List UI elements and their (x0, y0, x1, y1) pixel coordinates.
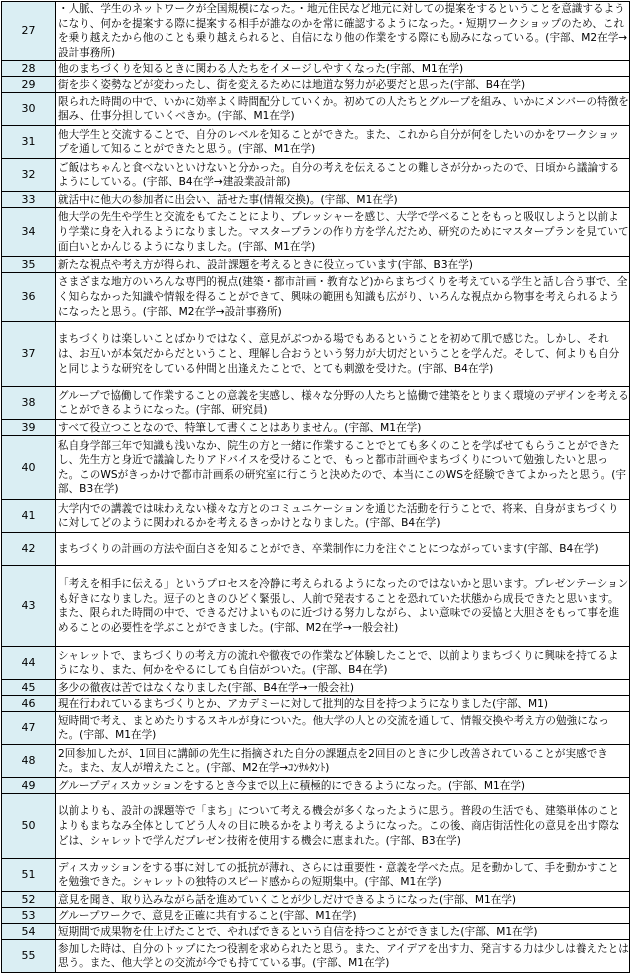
row-number: 39 (2, 420, 56, 436)
row-number: 35 (2, 257, 56, 273)
comment-text: 他大学生と交流することで、自分のレベルを知ることができた。また、これから自分が何をしたいのかをワークショップを通して知ることができたと思う。(宇部、M1在学) (56, 126, 630, 159)
row-number: 42 (2, 533, 56, 566)
row-number: 40 (2, 436, 56, 500)
table-row (2, 647, 630, 680)
row-number: 37 (2, 322, 56, 387)
row-number: 53 (2, 908, 56, 924)
comment-text: 私自身学部三年で知識も浅いなか、院生の方と一緒に作業することでとても多くのことを学ばせてもらうことができたし、先生方と身近で議論したりアドバイスを受けることで、もっと都市計画やまちづくりについて勉強したいと思った。このWSがきっかけで都市計画系の研究室に行こうと決めたので、本当にこのWSを経験できてよかったと思う。(宇部、B3在学) (56, 436, 630, 500)
row-number: 50 (2, 794, 56, 859)
comment-text: まちづくりの計画の方法や面白さを知ることができ、卒業制作に力を注ぐことにつながっています(宇部、B4在学) (56, 533, 630, 566)
comments-table-body (2, 2, 630, 973)
table-row (2, 61, 630, 77)
table-row (2, 940, 630, 973)
table-row (2, 77, 630, 93)
table-row (2, 208, 630, 257)
row-number: 48 (2, 745, 56, 778)
table-row (2, 322, 630, 387)
table-row (2, 778, 630, 794)
table-row (2, 436, 630, 500)
comment-text: 短期間で成果物を仕上げたことで、やればできるという自信を持つことができました(宇部、M1在学) (56, 924, 630, 940)
table-row (2, 192, 630, 208)
table-row (2, 696, 630, 712)
table-row (2, 794, 630, 859)
comment-text: シャレットで、まちづくりの考え方の流れや徹夜での作業など体験したことで、以前よりまちづくりに興味を持てるようになり、また、何かをやるにしても自信がついた。(宇部、B4在学) (56, 647, 630, 680)
row-number: 33 (2, 192, 56, 208)
comment-text: 他大学の先生や学生と交流をもてたことにより、プレッシャーを感じ、大学で学べることをもっと吸収しようと以前より学業に身を入れるようになりました。マスタープランの作り方を学んだため、研究のためにマスタープランを見ていて面白いとかんじるようになりました。(宇部、M1在学) (56, 208, 630, 257)
row-number: 55 (2, 940, 56, 973)
comment-text: 現在行われているまちづくりとか、アカデミーに対して批判的な目を持つようになりました(宇部、M1) (56, 696, 630, 712)
comment-text: 新たな視点や考え方が得られ、設計課題を考えるときに役立っています(宇部、B3在学) (56, 257, 630, 273)
row-number: 36 (2, 273, 56, 322)
table-row (2, 257, 630, 273)
comment-text: 街を歩く姿勢などが変わったし、街を変えるためには地道な努力が必要だと思った(宇部、B4在学) (56, 77, 630, 93)
row-number: 51 (2, 859, 56, 892)
comment-text: 「考えを相手に伝える」というプロセスを冷静に考えられるようになったのではないかと思います。プレゼンテーションも好きになりました。逗子のときのひどく緊張し、人前で発表することを恐れていた状態から成長できたと思います。また、限られた時間の中で、できるだけよいものに近づける努力しながら、よい意味での妥協と大胆さをもって事を進めることの必要性を学ぶことができました。(宇部、M2在学→一般会社) (56, 566, 630, 647)
row-number: 30 (2, 93, 56, 126)
table-row (2, 566, 630, 647)
comment-text: 2回参加したが、1回目に講師の先生に指摘された自分の課題点を2回目のときに少し改善されていることが実感できた。また、友人が増えたこと。(宇部、M2在学→ｺﾝｻﾙﾀﾝﾄ) (56, 745, 630, 778)
row-number: 49 (2, 778, 56, 794)
table-row (2, 420, 630, 436)
table-row (2, 500, 630, 533)
row-number: 41 (2, 500, 56, 533)
row-number: 47 (2, 712, 56, 745)
row-number: 32 (2, 159, 56, 192)
comment-text: 短時間で考え、まとめたりするスキルが身についた。他大学の人との交流を通して、情報交換や考え方の勉強になった。(宇部、M1在学) (56, 712, 630, 745)
row-number: 46 (2, 696, 56, 712)
table-row (2, 93, 630, 126)
table-row (2, 892, 630, 908)
row-number: 28 (2, 61, 56, 77)
comment-text: 大学内での講義では味わえない様々な方とのコミュニケーションを通じた活動を行うことで、将来、自身がまちづくりに対してどのように関われるかを考えるきっかけとなりました。(宇部、B4在学) (56, 500, 630, 533)
table-row (2, 924, 630, 940)
table-row (2, 2, 630, 61)
table-row (2, 745, 630, 778)
row-number: 45 (2, 680, 56, 696)
row-number: 54 (2, 924, 56, 940)
comment-text: まちづくりは楽しいことばかりではなく、意見がぶつかる場でもあるということを初めて肌で感じた。しかし、それは、お互いが本気だからだということ、理解し合おうという努力が大切だということを学んだ。そして、何よりも自分と同じような研究をしている仲間と出逢えたことで、とても刺激を受けた。(宇部、B4在学) (56, 322, 630, 387)
row-number: 52 (2, 892, 56, 908)
table-row (2, 533, 630, 566)
comment-text: グループで協働して作業することの意義を実感し、様々な分野の人たちと協働で建築をとりまく環境のデザインを考えることができるようになった。(宇部、研究員) (56, 387, 630, 420)
comment-text: ご飯はちゃんと食べないといけないと分かった。自分の考えを伝えることの難しさが分かったので、日頃から議論するようにしている。(宇部、B4在学→建設業設計部) (56, 159, 630, 192)
table-row (2, 273, 630, 322)
comment-text: 多少の徹夜は苦ではなくなりました(宇部、B4在学→一般会社) (56, 680, 630, 696)
comment-text: すべて役立つことなので、特筆して書くことはありません。(宇部、M1在学) (56, 420, 630, 436)
row-number: 43 (2, 566, 56, 647)
comment-text: 限られた時間の中で、いかに効率よく時間配分していくか。初めての人たちとグループを組み、いかにメンバーの特徴を掴み、仕事分担していくべきか。(宇部、M1在学) (56, 93, 630, 126)
comment-text: 意見を聞き、取り込みながら話を進めていくことが少しだけできるようになった(宇部、M1在学) (56, 892, 630, 908)
row-number: 27 (2, 2, 56, 61)
comment-text: 以前よりも、設計の課題等で「まち」について考える機会が多くなったように思う。普段の生活でも、建築単体のことよりもまちなみ全体としてどう人々の目に映るかをより考えるようになった。この後、商店街活性化の意見を出す際などは、シャレットで学んだプレゼン技術を使用する機会に恵まれた。(宇部、B3在学) (56, 794, 630, 859)
row-number: 31 (2, 126, 56, 159)
table-row (2, 908, 630, 924)
table-row (2, 159, 630, 192)
table-row (2, 680, 630, 696)
comment-text: ・人脈、学生のネットワークが全国規模になった。・地元住民など地元に対しての提案をするということを意識するようになり、何かを提案する際に提案する相手が誰なのかを常に確認するようになった。・短期ワークショップのため、これを乗り越えたから他のことも乗り越えられると、自信になり他の作業をする際にも励みになっている。(宇部、M2在学→設計事務所) (56, 2, 630, 61)
row-number: 29 (2, 77, 56, 93)
comment-text: 就活中に他大の参加者に出会い、話せた事(情報交換)。(宇部、M1在学) (56, 192, 630, 208)
comments-table (1, 1, 630, 973)
table-row (2, 387, 630, 420)
comment-text: グループワークで、意見を正確に共有すること(宇部、M1在学) (56, 908, 630, 924)
comment-text: 参加した時は、自分のトップにたつ役割を求められたと思う。また、アイデアを出す力、発言する力は少しは養えたとは思う。また、他大学との交流が今でも持てている事。(宇部、M1在学) (56, 940, 630, 973)
comment-text: 他のまちづくりを知るときに関わる人たちをイメージしやすくなった(宇部、M1在学) (56, 61, 630, 77)
row-number: 44 (2, 647, 56, 680)
table-row (2, 712, 630, 745)
row-number: 34 (2, 208, 56, 257)
row-number: 38 (2, 387, 56, 420)
table-row (2, 859, 630, 892)
table-row (2, 126, 630, 159)
comment-text: ディスカッションをする事に対しての抵抗が薄れ、さらには重要性・意義を学べた点。足を動かして、手を動かすことを勉強できた。シャレットの独特のスピード感からの短期集中。(宇部、M1在学) (56, 859, 630, 892)
comment-text: グループディスカッションをするとき今まで以上に積極的にできるようになった。(宇部、M1在学) (56, 778, 630, 794)
comment-text: さまざまな地方のいろんな専門的視点(建築・都市計画・教育など)からまちづくりを考えている学生と話し合う事で、全く知らなかった知識や情報を得ることができて、興味の範囲も知識も広がり、いろんな視点から物事を考えられるようになったと思う。(宇部、M2在学→設計事務所) (56, 273, 630, 322)
